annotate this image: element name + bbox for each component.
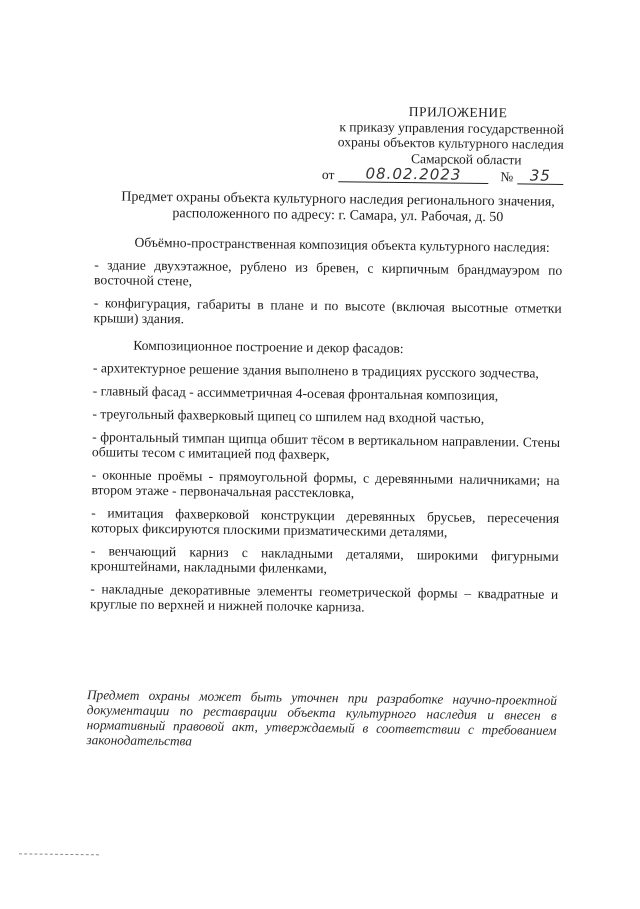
number-field	[517, 168, 563, 185]
document-body	[90, 234, 563, 625]
list-item: - конфигурация, габариты в плане и по высоте (включая высотные отметки крыши) здания.	[93, 295, 562, 327]
date-field	[338, 166, 488, 184]
section-heading: Объёмно-пространственная композиция объекта культурного наследия:	[134, 234, 550, 255]
list-item: - здание двухэтажное, рублено из бревен, с кирпичным брандмауэром по восточной стене,	[93, 257, 563, 289]
list-item: - фронтальный тимпан щипца обшит тёсом в вертикальном направлении. Стены обшиты тесом с имитацией под фахверк,	[91, 429, 561, 463]
document-title: Предмет охраны объекта культурного наследия регионального значения, расположенного по адресу: г. Самара, ул. Рабочая, д. 50	[121, 189, 555, 226]
annex-line: Самарской области	[410, 150, 522, 167]
footer-divider	[19, 853, 99, 855]
list-item: - архитектурное решение здания выполнено в традициях русского зодчества,	[92, 360, 539, 381]
list-item: - главный фасад - ассимметричная 4-осевая фронтальная композиция,	[92, 383, 499, 404]
date-number-row	[313, 166, 563, 185]
list-item: - венчающий карниз с накладными деталями, широкими фигурными кронштейнами, накладными филенками,	[90, 543, 559, 577]
handwritten-number: 35	[529, 166, 552, 185]
number-prefix: №	[500, 168, 514, 184]
date-prefix: от	[321, 166, 335, 182]
list-item: - накладные декоративные элементы геометрической формы – квадратные и круглые по верхней и нижней полочке карниза.	[90, 581, 559, 615]
annex-line: к приказу управления государственной	[339, 118, 565, 137]
footnote-italic: Предмет охраны может быть уточнен при разработке научно-проектной документации по реставрации объекта культурного наследия и внесен в нормативный правовой акт, утверждаемый в соответствии с требованием законодательства	[86, 687, 558, 749]
annex-block	[313, 103, 564, 185]
annex-heading: ПРИЛОЖЕНИЕ	[408, 104, 508, 121]
handwritten-date: 08.02.2023	[365, 164, 462, 184]
section-heading: Композиционное построение и декор фасадов:	[133, 337, 404, 357]
annex-line: охраны объектов культурного наследия	[337, 134, 564, 152]
list-item: - имитация фахверковой конструкции деревянных брусьев, пересечения которых фиксируются плоскими призматическими деталями,	[90, 505, 560, 540]
list-item: - треугольный фахверковый щипец со шпилем над входной частью,	[92, 406, 485, 427]
list-item: - оконные проёмы - прямоугольной формы, с деревянными наличниками; на втором этаже - первоначальная расстекловка,	[91, 467, 560, 501]
